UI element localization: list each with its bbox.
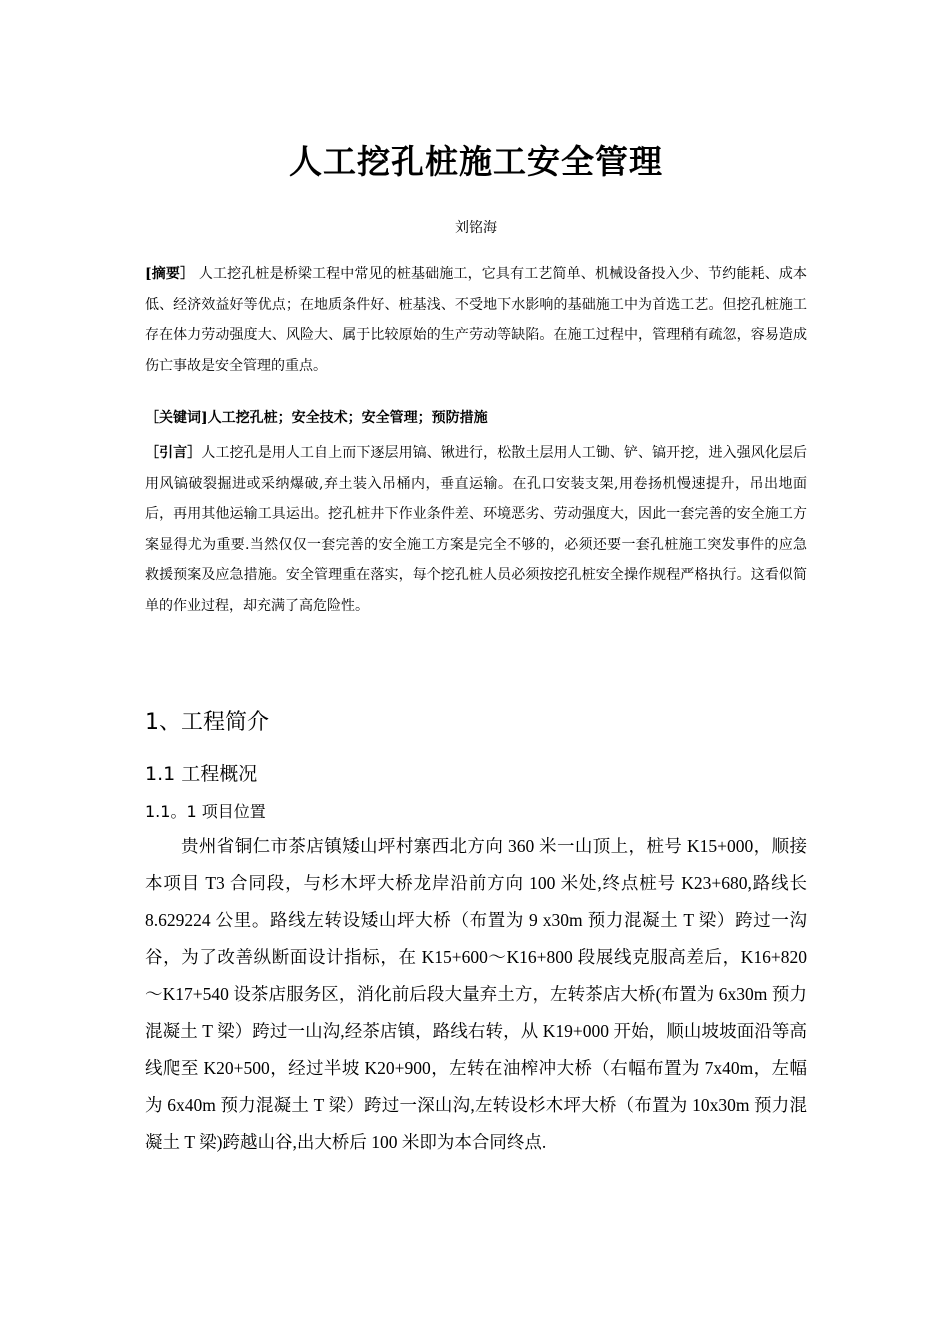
abstract-label: [摘要］ [145,266,195,282]
abstract-text: 人工挖孔桩是桥梁工程中常见的桩基础施工，它具有工艺简单、机械设备投入少、节约能耗、成本低、经济效益好等优点；在地质条件好、桩基浅、不受地下水影响的基础施工中为首选工艺。但挖孔桩施工存在体力劳动强度大、风险大、属于比较原始的生产劳动等缺陷。在施工过程中，管理稍有疏忽，容易造成伤亡事故是安全管理的重点。 [145,266,808,374]
keywords-text: 人工挖孔桩；安全技术；安全管理；预防措施 [207,410,488,426]
document-title: 人工挖孔桩施工安全管理 [289,142,663,181]
section-heading-1-1: 1.1 工程概况 [145,763,258,785]
section-heading-1-1-1: 1.1。1 项目位置 [145,802,266,821]
intro-text: 人工挖孔是用人工自上而下逐层用镐、锹进行，松散土层用人工锄、铲、镐开挖，进入强风化层后用风镐破裂掘进或采纳爆破,弃土装入吊桶内，垂直运输。在孔口安装支架,用卷扬机慢速提升，吊出地面后，再用其他运输工具运出。挖孔桩井下作业条件差、环境恶劣、劳动强度大，因此一套完善的安全施工方案显得尤为重要.当然仅仅一套完善的安全施工方案是完全不够的，必须还要一套孔桩施工突发事件的应急救援预案及应急措施。安全管理重在落实，每个挖孔桩人员必须按挖孔桩安全操作规程严格执行。这看似简单的作业过程，却充满了高危险性。 [145,445,808,614]
intro-label: ［引言］ [145,445,202,461]
document-author: 刘铭海 [455,220,497,236]
keywords-label: ［关键词] [145,410,208,426]
section-heading-1: 1、工程简介 [145,710,269,735]
keywords-paragraph [145,403,807,434]
abstract-paragraph [145,259,807,381]
intro-paragraph [145,438,807,621]
body-paragraph: 贵州省铜仁市茶店镇矮山坪村寨西北方向 360 米一山顶上，桩号 K15+000，顺接本项目 T3 合同段，与杉木坪大桥龙岸沿前方向 100 米处,终点桩号 K23+680,路线长 8.629224 公里。路线左转设矮山坪大桥（布置为 9 x30m 预力混凝土 T 梁）跨过一沟谷，为了改善纵断面设计指标，在 K15+600～K16+800 段展线克服高差后，K16+820～K17+540 设茶店服务区，消化前后段大量弃土方，左转茶店大桥(布置为 6x30m 预力混凝土 T 梁）跨过一山沟,经茶店镇，路线右转，从 K19+000 开始，顺山坡坡面沿等高线爬至 K20+500，经过半坡 K20+900，左转在油榨冲大桥（右幅布置为 7x40m，左幅为 6x40m 预力混凝土 T 梁）跨过一深山沟,左转设杉木坪大桥（布置为 10x30m 预力混凝土 T 梁)跨越山谷,出大桥后 100 米即为本合同终点. [145,836,807,1152]
